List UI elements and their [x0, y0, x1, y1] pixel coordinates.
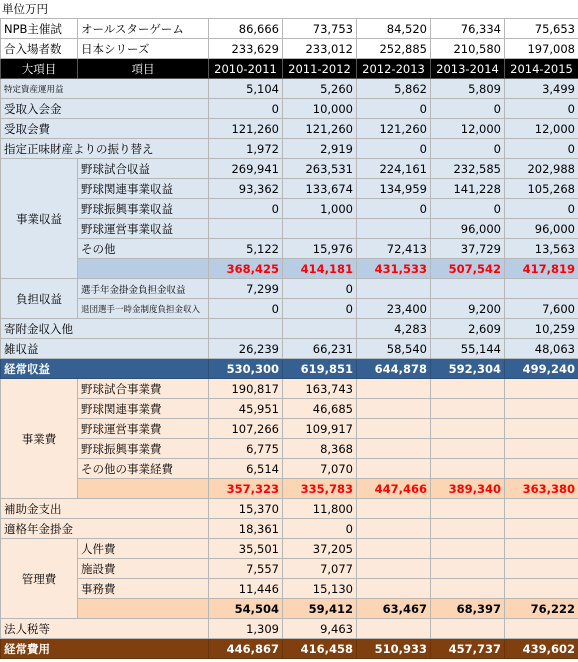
- value-cell[interactable]: 224,161: [357, 159, 431, 179]
- value-cell[interactable]: 72,413: [357, 239, 431, 259]
- value-cell[interactable]: 68,397: [431, 599, 505, 619]
- value-cell[interactable]: 15,130: [283, 579, 357, 599]
- column-header[interactable]: 2010-2011: [209, 59, 283, 79]
- table-row: [1, 259, 578, 279]
- value-cell[interactable]: 447,466: [357, 479, 431, 499]
- value-cell[interactable]: [431, 539, 505, 559]
- group-label[interactable]: 管理費: [1, 539, 78, 619]
- value-cell[interactable]: 163,743: [283, 379, 357, 399]
- row-item[interactable]: 野球運営事業費: [78, 419, 209, 439]
- row-item[interactable]: 人件費: [78, 539, 209, 559]
- value-cell[interactable]: 335,783: [283, 479, 357, 499]
- value-cell[interactable]: 7,600: [505, 299, 578, 319]
- value-cell[interactable]: 121,260: [283, 119, 357, 139]
- value-cell[interactable]: [505, 439, 578, 459]
- table-row: [1, 519, 578, 539]
- row-item[interactable]: 野球試合事業費: [78, 379, 209, 399]
- value-cell[interactable]: 11,446: [209, 579, 283, 599]
- value-cell[interactable]: 15,370: [209, 499, 283, 519]
- table-row: [1, 339, 578, 359]
- row-item[interactable]: 退団選手一時金制度負担金収入: [78, 299, 209, 319]
- value-cell[interactable]: [431, 619, 505, 639]
- value-cell[interactable]: [357, 519, 431, 539]
- value-cell[interactable]: [357, 499, 431, 519]
- row-label[interactable]: 指定正味財産よりの振り替え: [1, 139, 209, 159]
- value-cell[interactable]: 0: [283, 299, 357, 319]
- row-label[interactable]: 法人税等: [1, 619, 209, 639]
- value-cell[interactable]: [431, 459, 505, 479]
- value-cell[interactable]: 0: [505, 99, 578, 119]
- value-cell[interactable]: 10,000: [283, 99, 357, 119]
- value-cell[interactable]: 58,540: [357, 339, 431, 359]
- value-cell[interactable]: [283, 219, 357, 239]
- value-cell[interactable]: 5,862: [357, 79, 431, 99]
- value-cell[interactable]: 121,260: [357, 119, 431, 139]
- value-cell[interactable]: 5,809: [431, 79, 505, 99]
- value-cell[interactable]: 109,917: [283, 419, 357, 439]
- value-cell[interactable]: [357, 279, 431, 299]
- table-row: [1, 459, 578, 479]
- table-row: [1, 39, 578, 59]
- value-cell[interactable]: 2,609: [431, 319, 505, 339]
- value-cell[interactable]: 9,200: [431, 299, 505, 319]
- value-cell[interactable]: 18,361: [209, 519, 283, 539]
- row-item[interactable]: オールスターゲーム: [78, 19, 209, 39]
- row-label[interactable]: 寄附金収入他: [1, 319, 209, 339]
- total-label[interactable]: 経常収益: [1, 359, 209, 379]
- value-cell[interactable]: [505, 579, 578, 599]
- table-row: [1, 219, 578, 239]
- value-cell[interactable]: 263,531: [283, 159, 357, 179]
- value-cell[interactable]: 363,380: [505, 479, 578, 499]
- column-header[interactable]: 2011-2012: [283, 59, 357, 79]
- value-cell[interactable]: 75,653: [505, 19, 578, 39]
- value-cell[interactable]: 439,602: [505, 639, 578, 659]
- value-cell[interactable]: 499,240: [505, 359, 578, 379]
- value-cell[interactable]: [431, 379, 505, 399]
- table-row: [1, 199, 578, 219]
- table-row: [1, 19, 578, 39]
- value-cell[interactable]: [209, 319, 283, 339]
- table-row: [1, 479, 578, 499]
- value-cell[interactable]: 510,933: [357, 639, 431, 659]
- value-cell[interactable]: 96,000: [505, 219, 578, 239]
- table-row: [1, 159, 578, 179]
- value-cell[interactable]: 5,122: [209, 239, 283, 259]
- value-cell[interactable]: 9,463: [283, 619, 357, 639]
- value-cell[interactable]: 46,685: [283, 399, 357, 419]
- table-row: [1, 619, 578, 639]
- row-label[interactable]: 雑収益: [1, 339, 209, 359]
- value-cell[interactable]: 233,012: [283, 39, 357, 59]
- value-cell[interactable]: 96,000: [431, 219, 505, 239]
- subtotal-spacer[interactable]: [78, 599, 209, 619]
- subtotal-spacer[interactable]: [78, 479, 209, 499]
- table-row: [1, 439, 578, 459]
- value-cell[interactable]: [505, 399, 578, 419]
- row-item[interactable]: 野球関連事業収益: [78, 179, 209, 199]
- column-header[interactable]: 項目: [78, 59, 209, 79]
- value-cell[interactable]: 389,340: [431, 479, 505, 499]
- value-cell[interactable]: 1,309: [209, 619, 283, 639]
- value-cell[interactable]: [357, 439, 431, 459]
- value-cell[interactable]: [357, 539, 431, 559]
- value-cell[interactable]: 457,737: [431, 639, 505, 659]
- value-cell[interactable]: 1,000: [283, 199, 357, 219]
- value-cell[interactable]: 3,499: [505, 79, 578, 99]
- value-cell[interactable]: 0: [431, 99, 505, 119]
- value-cell[interactable]: 37,729: [431, 239, 505, 259]
- row-label[interactable]: 補助金支出: [1, 499, 209, 519]
- value-cell[interactable]: [357, 559, 431, 579]
- table-row: [1, 179, 578, 199]
- value-cell[interactable]: [505, 279, 578, 299]
- value-cell[interactable]: [431, 439, 505, 459]
- value-cell[interactable]: 233,629: [209, 39, 283, 59]
- row-item[interactable]: 選手年金掛金負担金収益: [78, 279, 209, 299]
- column-header[interactable]: 2013-2014: [431, 59, 505, 79]
- table-row: [1, 299, 578, 319]
- table-row: [1, 59, 578, 79]
- value-cell[interactable]: 84,520: [357, 19, 431, 39]
- column-header[interactable]: 2012-2013: [357, 59, 431, 79]
- value-cell[interactable]: 446,867: [209, 639, 283, 659]
- table-row: [1, 279, 578, 299]
- value-cell[interactable]: 417,819: [505, 259, 578, 279]
- value-cell[interactable]: 10,259: [505, 319, 578, 339]
- value-cell[interactable]: 368,425: [209, 259, 283, 279]
- value-cell[interactable]: 0: [505, 199, 578, 219]
- table-row: [1, 639, 578, 659]
- table-row: [1, 579, 578, 599]
- value-cell[interactable]: [505, 499, 578, 519]
- value-cell[interactable]: 0: [505, 139, 578, 159]
- value-cell[interactable]: [357, 459, 431, 479]
- value-cell[interactable]: [357, 379, 431, 399]
- value-cell[interactable]: 12,000: [505, 119, 578, 139]
- value-cell[interactable]: 2,919: [283, 139, 357, 159]
- row-item[interactable]: 野球振興事業費: [78, 439, 209, 459]
- value-cell[interactable]: 48,063: [505, 339, 578, 359]
- value-cell[interactable]: 252,885: [357, 39, 431, 59]
- value-cell[interactable]: 0: [209, 99, 283, 119]
- value-cell[interactable]: 202,988: [505, 159, 578, 179]
- value-cell[interactable]: 210,580: [431, 39, 505, 59]
- table-row: [1, 539, 578, 559]
- value-cell[interactable]: 55,144: [431, 339, 505, 359]
- row-item[interactable]: 野球運営事業収益: [78, 219, 209, 239]
- row-label[interactable]: 特定資産運用益: [1, 79, 209, 99]
- value-cell[interactable]: [431, 499, 505, 519]
- unit-label: 単位万円: [2, 2, 48, 16]
- value-cell[interactable]: [505, 419, 578, 439]
- value-cell[interactable]: 54,504: [209, 599, 283, 619]
- value-cell[interactable]: [505, 619, 578, 639]
- value-cell[interactable]: 644,878: [357, 359, 431, 379]
- value-cell[interactable]: 93,362: [209, 179, 283, 199]
- row-label[interactable]: 適格年金掛金: [1, 519, 209, 539]
- value-cell[interactable]: [431, 399, 505, 419]
- table-row: [1, 379, 578, 399]
- group-label[interactable]: 事業費: [1, 379, 78, 499]
- value-cell[interactable]: [505, 539, 578, 559]
- value-cell[interactable]: 414,181: [283, 259, 357, 279]
- value-cell[interactable]: 197,008: [505, 39, 578, 59]
- value-cell[interactable]: 7,070: [283, 459, 357, 479]
- value-cell[interactable]: 7,299: [209, 279, 283, 299]
- value-cell[interactable]: 141,228: [431, 179, 505, 199]
- value-cell[interactable]: [505, 519, 578, 539]
- value-cell[interactable]: [357, 219, 431, 239]
- subtotal-spacer[interactable]: [78, 259, 209, 279]
- column-header[interactable]: 大項目: [1, 59, 78, 79]
- table-row: [1, 319, 578, 339]
- value-cell[interactable]: 0: [283, 279, 357, 299]
- value-cell[interactable]: [283, 319, 357, 339]
- table-row: [1, 139, 578, 159]
- value-cell[interactable]: 6,775: [209, 439, 283, 459]
- value-cell[interactable]: 5,104: [209, 79, 283, 99]
- row-label[interactable]: 受取会費: [1, 119, 209, 139]
- value-cell[interactable]: 76,334: [431, 19, 505, 39]
- value-cell[interactable]: 8,368: [283, 439, 357, 459]
- group-label[interactable]: 負担収益: [1, 279, 78, 319]
- row-item[interactable]: 施設費: [78, 559, 209, 579]
- value-cell[interactable]: 15,976: [283, 239, 357, 259]
- value-cell[interactable]: 26,239: [209, 339, 283, 359]
- value-cell[interactable]: 12,000: [431, 119, 505, 139]
- value-cell[interactable]: [357, 419, 431, 439]
- total-label[interactable]: 経常費用: [1, 639, 209, 659]
- value-cell[interactable]: 121,260: [209, 119, 283, 139]
- value-cell[interactable]: [357, 579, 431, 599]
- value-cell[interactable]: 35,501: [209, 539, 283, 559]
- value-cell[interactable]: 23,400: [357, 299, 431, 319]
- value-cell[interactable]: 11,800: [283, 499, 357, 519]
- table-row: [1, 99, 578, 119]
- value-cell[interactable]: 0: [431, 139, 505, 159]
- value-cell[interactable]: [431, 419, 505, 439]
- value-cell[interactable]: 0: [283, 519, 357, 539]
- value-cell[interactable]: 133,674: [283, 179, 357, 199]
- value-cell[interactable]: 6,514: [209, 459, 283, 479]
- value-cell[interactable]: 507,542: [431, 259, 505, 279]
- value-cell[interactable]: [505, 559, 578, 579]
- row-item[interactable]: その他: [78, 239, 209, 259]
- group-label[interactable]: 事業収益: [1, 159, 78, 279]
- value-cell[interactable]: 45,951: [209, 399, 283, 419]
- value-cell[interactable]: 86,666: [209, 19, 283, 39]
- value-cell[interactable]: [209, 219, 283, 239]
- value-cell[interactable]: [431, 579, 505, 599]
- value-cell[interactable]: 0: [209, 199, 283, 219]
- table-row: [1, 419, 578, 439]
- value-cell[interactable]: 76,222: [505, 599, 578, 619]
- value-cell[interactable]: 7,557: [209, 559, 283, 579]
- value-cell[interactable]: 66,231: [283, 339, 357, 359]
- value-cell[interactable]: 232,585: [431, 159, 505, 179]
- row-label[interactable]: 受取入会金: [1, 99, 209, 119]
- value-cell[interactable]: 63,467: [357, 599, 431, 619]
- table-row: [1, 399, 578, 419]
- table-row: [1, 499, 578, 519]
- table-row: [1, 599, 578, 619]
- value-cell[interactable]: 619,851: [283, 359, 357, 379]
- table-row: [1, 239, 578, 259]
- value-cell[interactable]: 13,563: [505, 239, 578, 259]
- row-item[interactable]: 野球試合収益: [78, 159, 209, 179]
- value-cell[interactable]: 0: [209, 299, 283, 319]
- value-cell[interactable]: 0: [357, 99, 431, 119]
- row-label[interactable]: 合入場者数: [1, 39, 78, 59]
- value-cell[interactable]: [431, 519, 505, 539]
- row-label[interactable]: NPB主催試: [1, 19, 78, 39]
- value-cell[interactable]: 37,205: [283, 539, 357, 559]
- value-cell[interactable]: 107,266: [209, 419, 283, 439]
- value-cell[interactable]: [505, 459, 578, 479]
- table-row: [1, 119, 578, 139]
- value-cell[interactable]: 0: [357, 199, 431, 219]
- value-cell[interactable]: [505, 379, 578, 399]
- finance-table: [0, 18, 578, 659]
- row-item[interactable]: 野球関連事業費: [78, 399, 209, 419]
- value-cell[interactable]: [431, 279, 505, 299]
- value-cell[interactable]: 0: [357, 139, 431, 159]
- value-cell[interactable]: 530,300: [209, 359, 283, 379]
- value-cell[interactable]: [357, 619, 431, 639]
- row-item[interactable]: 日本シリーズ: [78, 39, 209, 59]
- value-cell[interactable]: 431,533: [357, 259, 431, 279]
- table-row: [1, 359, 578, 379]
- table-row: [1, 79, 578, 99]
- value-cell[interactable]: 190,817: [209, 379, 283, 399]
- value-cell[interactable]: 592,304: [431, 359, 505, 379]
- row-item[interactable]: 事務費: [78, 579, 209, 599]
- table-body: [1, 19, 578, 659]
- value-cell[interactable]: 73,753: [283, 19, 357, 39]
- row-item[interactable]: その他の事業経費: [78, 459, 209, 479]
- value-cell[interactable]: 0: [431, 199, 505, 219]
- value-cell[interactable]: 416,458: [283, 639, 357, 659]
- value-cell[interactable]: 105,268: [505, 179, 578, 199]
- value-cell[interactable]: [357, 399, 431, 419]
- value-cell[interactable]: 269,941: [209, 159, 283, 179]
- value-cell[interactable]: [431, 559, 505, 579]
- value-cell[interactable]: 1,972: [209, 139, 283, 159]
- row-item[interactable]: 野球振興事業収益: [78, 199, 209, 219]
- column-header[interactable]: 2014-2015: [505, 59, 578, 79]
- value-cell[interactable]: 7,077: [283, 559, 357, 579]
- value-cell[interactable]: 5,260: [283, 79, 357, 99]
- table-row: [1, 559, 578, 579]
- value-cell[interactable]: 357,323: [209, 479, 283, 499]
- value-cell[interactable]: 59,412: [283, 599, 357, 619]
- value-cell[interactable]: 4,283: [357, 319, 431, 339]
- value-cell[interactable]: 134,959: [357, 179, 431, 199]
